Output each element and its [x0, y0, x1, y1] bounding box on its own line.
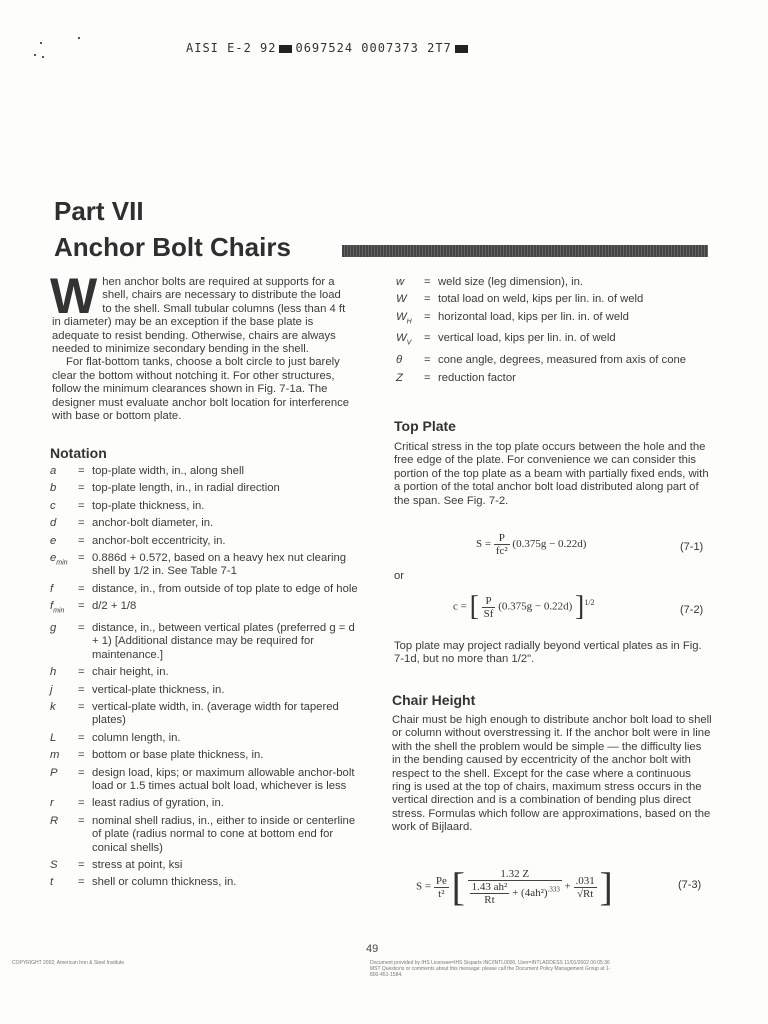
notation-symbol: r [50, 797, 54, 810]
equals-sign: = [78, 766, 85, 779]
equals-sign: = [78, 582, 85, 595]
notation-symbol: f [50, 582, 54, 595]
notation-definition: design load, kips; or maximum allowable anchor-bolt load or 1.5 times actual bolt load, whichever is less [92, 766, 355, 792]
notation-definition: cone angle, degrees, measured from axis of cone [438, 354, 687, 367]
equation-label: (7-1) [680, 541, 704, 553]
equation-label: (7-3) [678, 879, 702, 891]
notation-continued-row [394, 276, 714, 289]
equals-sign: = [78, 621, 85, 634]
notation-row [48, 500, 358, 513]
notation-row [48, 535, 358, 548]
notation-symbol: $W_V$ [396, 332, 412, 347]
notation-row [48, 859, 358, 872]
equals-sign: = [78, 600, 85, 613]
equation-7-2: c = [ $\frac{P}{Sf}$ (0.375g − 0.22d) ]$^{1/2}$ [453, 591, 595, 622]
equals-sign: = [78, 666, 85, 679]
equation-7-1: S = $\frac{P}{\text{fc²}}$ (0.375g − 0.22d) [476, 532, 587, 557]
notation-list-continued [394, 276, 714, 389]
notation-definition: column length, in. [92, 731, 181, 744]
notation-definition: anchor-bolt eccentricity, in. [92, 534, 226, 547]
notation-definition: bottom or base plate thickness, in. [92, 749, 264, 762]
redaction-block [279, 45, 292, 53]
intro-paragraph-1: hen anchor bolts are required at supports for a shell, chairs are necessary to distribute the load to the shell. Small tubular columns (less than 4 ft in diameter) may be an exception if the base plate is adequate to resist bending. Otherwise, chairs are always needed to minimize secondary bending in the shell. [52, 276, 346, 356]
top-plate-heading: Top Plate [394, 418, 456, 434]
notation-symbol: $e_{min}$ [50, 552, 68, 567]
equals-sign: = [78, 482, 85, 495]
notation-definition: least radius of gyration, in. [92, 797, 224, 810]
equals-sign: = [78, 749, 85, 762]
notation-symbol: $W_H$ [396, 310, 412, 326]
notation-row [48, 666, 358, 679]
notation-definition: horizontal load, kips per lin. in. of weld [438, 310, 629, 323]
equals-sign: = [424, 293, 431, 306]
notation-definition: shell or column thickness, in. [92, 876, 237, 889]
equals-sign: = [78, 876, 85, 889]
notation-row [48, 482, 358, 495]
notation-symbol: Z [396, 371, 403, 384]
notation-definition: total load on weld, kips per lin. in. of weld [438, 293, 644, 306]
notation-row [48, 552, 358, 579]
notation-continued-row [394, 311, 714, 329]
notation-symbol: c [50, 499, 56, 512]
page-number: 49 [366, 943, 379, 955]
copyright-footer: COPYRIGHT 2002; American Iron & Steel Institute [12, 960, 125, 966]
notation-row [48, 517, 358, 530]
equals-sign: = [78, 814, 85, 827]
or-connector: or [394, 570, 405, 582]
notation-symbol: h [50, 666, 57, 679]
notation-continued-row [394, 372, 714, 385]
notation-definition: nominal shell radius, in., either to inside or centerline of plate (radius normal to cone at bottom end for conical shells) [92, 814, 356, 854]
intro-section [50, 268, 352, 423]
notation-continued-row [394, 332, 714, 350]
equals-sign: = [78, 465, 85, 477]
notation-definition: d/2 + 1/8 [92, 600, 137, 613]
license-footer: Document provided by IHS Licensee=IHS Sisparts INC/INTL0000, User=INTLADDESS 11/01/2002 06:05:36 MST Questions or comments about this message: please call the Document Policy Management Group at 1-800-451-1584. [370, 960, 611, 978]
notation-list [48, 465, 358, 894]
document-code-header: AISI E-2 92 0697524 0007373 2T7 [186, 41, 471, 55]
notation-definition: weld size (leg dimension), in. [438, 276, 584, 288]
notation-symbol: k [50, 700, 56, 713]
notation-definition: vertical-plate thickness, in. [92, 683, 225, 696]
notation-definition: chair height, in. [92, 666, 169, 679]
equals-sign: = [78, 534, 85, 547]
redaction-block [455, 45, 468, 53]
notation-definition: reduction factor [438, 371, 516, 384]
top-plate-text: Critical stress in the top plate occurs between the hole and the free edge of the plate. For convenience we can consider this portion of the top plate as a beam with partially fixed ends, with a portion of the total anchor bolt load distributed along part of the span. See Fig. 7-2. [394, 441, 709, 507]
notation-definition: vertical load, kips per lin. in. of weld [438, 332, 616, 345]
notation-row [48, 749, 358, 762]
notation-symbol: L [50, 731, 57, 744]
equals-sign: = [424, 371, 431, 384]
notation-symbol: P [50, 766, 58, 779]
scan-speck [34, 54, 36, 56]
notation-definition: top-plate width, in., along shell [92, 465, 244, 477]
equals-sign: = [78, 499, 85, 512]
notation-continued-row [394, 354, 714, 367]
equals-sign: = [78, 552, 85, 565]
notation-row [48, 465, 358, 478]
title-line-name: Anchor Bolt Chairs [54, 232, 291, 262]
notation-definition: 0.886d + 0.572, based on a heavy hex nut clearing shell by 1/2 in. See Table 7-1 [92, 552, 347, 578]
notation-definition: stress at point, ksi [92, 859, 183, 871]
notation-row [48, 876, 358, 889]
title-line-part: Part VII [54, 196, 144, 226]
notation-row [48, 622, 358, 662]
equals-sign: = [78, 683, 85, 696]
notation-row [48, 797, 358, 810]
notation-definition: top-plate thickness, in. [92, 499, 205, 512]
notation-symbol: b [50, 482, 57, 495]
equals-sign: = [78, 797, 85, 810]
notation-symbol: W [396, 293, 407, 306]
equals-sign: = [424, 276, 431, 288]
scan-speck [42, 56, 44, 58]
equals-sign: = [424, 310, 431, 323]
notation-row [48, 684, 358, 697]
notation-continued-row [394, 293, 714, 306]
notation-symbol: S [50, 859, 58, 871]
scan-speck [78, 37, 80, 39]
title-rule-bar [342, 245, 708, 257]
notation-symbol: θ [396, 354, 403, 367]
chair-height-text: Chair must be high enough to distribute anchor bolt load to shell or column without overstressing it. If the anchor bolt were in line with the shell the problem would be simple — the difficulty lies in the bending caused by eccentricity of the anchor bolt with respect to the shell. Except for the case where a continuous ring is used at the top of chairs, maximum stress occurs in the vertical direction and is a combination of bending plus direct stress. Formulas which follow are approximations, based on the work of Bijlaard. [392, 714, 712, 834]
notation-row [48, 767, 358, 794]
notation-symbol: j [50, 683, 53, 696]
notation-definition: top-plate length, in., in radial direction [92, 482, 280, 495]
equals-sign: = [78, 859, 85, 871]
notation-definition: anchor-bolt diameter, in. [92, 517, 214, 530]
equals-sign: = [78, 700, 85, 713]
page-title [54, 193, 291, 265]
equation-7-3: S = $\frac{Pe}{\text{t²}}$ [ 1.32 Z $\frac{\text{1.43 ah²}}{Rt}$ + $(4ah^2)^{.333}$ + $\frac{.031}{√Rt}$ ] [416, 864, 613, 909]
notation-row [48, 701, 358, 728]
notation-symbol: m [50, 749, 60, 762]
notation-row [48, 583, 358, 596]
top-plate-note: Top plate may project radially beyond vertical plates as in Fig. 7-1d, but no more than 1/2". [394, 640, 702, 666]
equals-sign: = [424, 354, 431, 367]
equation-label: (7-2) [680, 604, 704, 616]
notation-row [48, 732, 358, 745]
scan-speck [40, 42, 42, 44]
chair-height-heading: Chair Height [392, 692, 476, 708]
notation-symbol: g [50, 621, 57, 634]
notation-definition: distance, in., between vertical plates (preferred g = d + 1) [Additional distance may be required for maintenance.] [92, 621, 355, 661]
equals-sign: = [78, 731, 85, 744]
notation-symbol: t [50, 876, 54, 889]
notation-symbol: d [50, 517, 57, 530]
intro-paragraph-2: For flat-bottom tanks, choose a bolt circle to just barely clear the bottom without notching it. For other structures, follow the minimum clearances shown in Fig. 7-1a. The designer must evaluate anchor bolt location for interference with base or bottom plate. [52, 356, 350, 423]
drop-cap: W [50, 268, 98, 324]
notation-heading: Notation [50, 445, 107, 461]
notation-symbol: $f_{min}$ [50, 600, 65, 615]
notation-definition: vertical-plate width, in. (average width for tapered plates) [92, 700, 339, 727]
notation-symbol: w [396, 276, 405, 288]
notation-symbol: a [50, 465, 57, 477]
equals-sign: = [78, 517, 85, 530]
notation-definition: distance, in., from outside of top plate to edge of hole [92, 582, 358, 595]
equals-sign: = [424, 332, 431, 345]
notation-symbol: R [50, 814, 59, 827]
notation-row [48, 600, 358, 618]
notation-row [48, 815, 358, 855]
notation-symbol: e [50, 534, 57, 547]
